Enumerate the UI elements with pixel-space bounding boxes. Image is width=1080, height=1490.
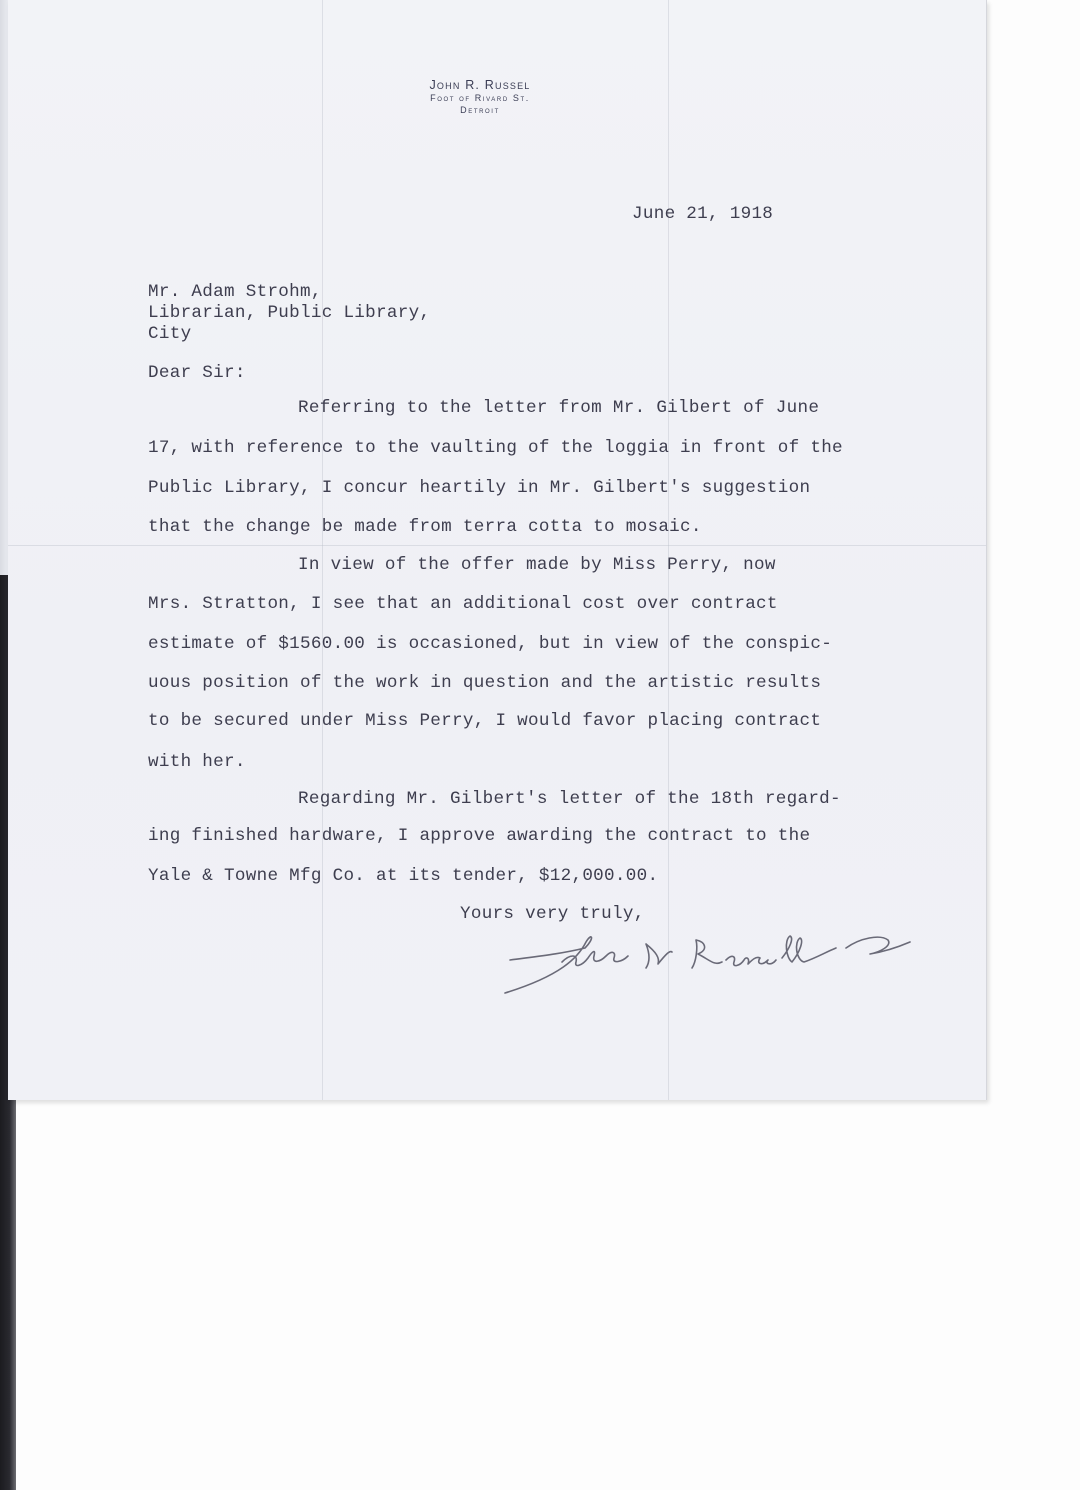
addressee-line-1: Mr. Adam Strohm, <box>148 282 322 302</box>
closing: Yours very truly, <box>460 904 645 924</box>
letterhead <box>380 78 580 116</box>
body-line: Yale & Towne Mfg Co. at its tender, $12,000.00. <box>148 866 659 886</box>
paper-fold-horizontal <box>8 545 986 546</box>
body-line: Regarding Mr. Gilbert's letter of the 18th regard- <box>298 789 841 809</box>
letter-date: June 21, 1918 <box>632 204 774 224</box>
body-line: Referring to the letter from Mr. Gilbert of June <box>298 398 820 418</box>
paper-fold-vertical-1 <box>322 0 323 1100</box>
body-line: ing finished hardware, I approve awarding the contract to the <box>148 826 811 846</box>
letterhead-city: Detroit <box>460 105 500 115</box>
salutation: Dear Sir: <box>148 363 246 383</box>
addressee-line-2: Librarian, Public Library, <box>148 303 431 323</box>
body-line: Mrs. Stratton, I see that an additional cost over contract <box>148 594 778 614</box>
handwritten-signature <box>500 918 920 998</box>
letterhead-name: John R. Russel <box>429 78 531 92</box>
letterhead-street: Foot of Rivard St. <box>430 93 530 103</box>
addressee-line-3: City <box>148 324 192 344</box>
body-line: In view of the offer made by Miss Perry, now <box>298 555 776 575</box>
body-line: estimate of $1560.00 is occasioned, but in view of the conspic- <box>148 634 833 654</box>
body-line: Public Library, I concur heartily in Mr. Gilbert's suggestion <box>148 478 811 498</box>
body-line: uous position of the work in question and the artistic results <box>148 673 822 693</box>
body-line: with her. <box>148 752 246 772</box>
body-line: 17, with reference to the vaulting of the loggia in front of the <box>148 438 843 458</box>
body-line: that the change be made from terra cotta to mosaic. <box>148 517 702 537</box>
body-line: to be secured under Miss Perry, I would favor placing contract <box>148 711 822 731</box>
